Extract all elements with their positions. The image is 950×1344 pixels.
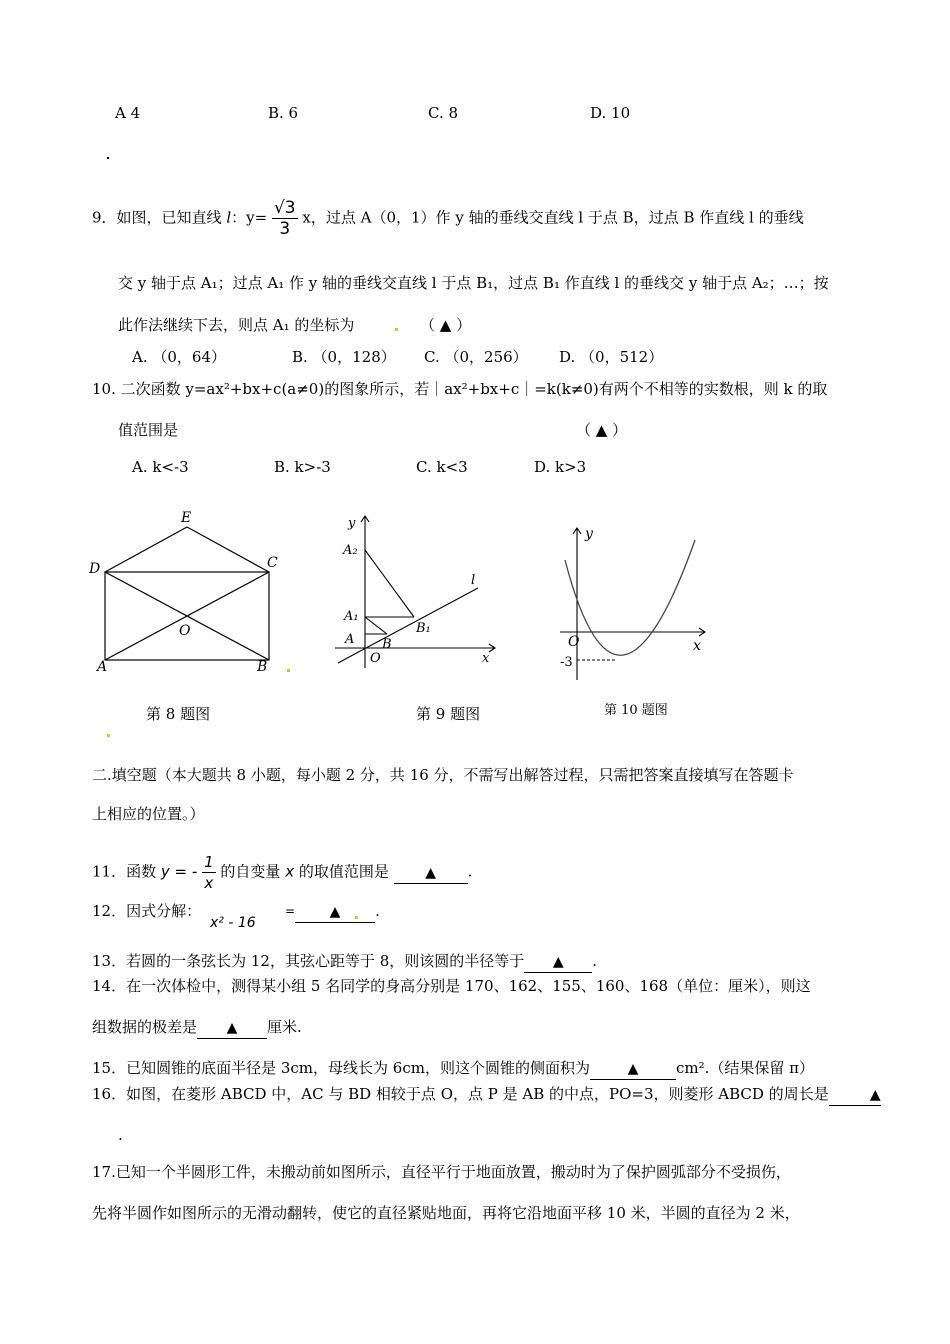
q9-choice-c: C. （0，256）	[424, 348, 528, 366]
q12-answer: = ▲ .	[285, 901, 380, 923]
q12-label: 12．因式分解：	[92, 902, 202, 920]
q10-line1: 10. 二次函数 y=ax²+bx+c(a≠0)的图象所示，若｜ax²+bx+c｜=k(k≠0)有两个不相等的实数根，则 k 的取	[92, 380, 828, 398]
fig8-label-b: B	[257, 659, 268, 675]
q9-choice-d: D. （0，512）	[559, 348, 664, 366]
fig10-label-o: O	[568, 634, 580, 650]
q16-line1: 16．如图，在菱形 ABCD 中，AC 与 BD 相较于点 O，点 P 是 AB 的中点，PO=3，则菱形 ABCD 的周长是 ▲	[92, 1084, 881, 1106]
q9-answer-paren: （ ▲ ）	[420, 316, 472, 334]
fig9-label-a: A	[345, 632, 355, 647]
fig8-label-a: A	[97, 659, 108, 675]
fig9-label-y: y	[348, 516, 356, 531]
q9-line1: 9．如图，已知直线 l：y= $\frac{√3}{3}$ x，过点 A（0，1）作 y 轴的垂线交直线 l 于点 B，过点 B 作直线 l 的垂线	[92, 198, 804, 239]
fig10-label-neg3: -3	[560, 655, 573, 670]
q8-choice-a: A 4	[115, 104, 141, 122]
figure-8	[85, 505, 285, 680]
fig9-label-l: l	[471, 573, 476, 588]
q8-choice-b: B. 6	[268, 104, 299, 122]
fig10-label-x: x	[693, 638, 701, 654]
q9-line2: 交 y 轴于点 A₁；过点 A₁ 作 y 轴的垂线交直线 l 于点 B₁，过点 B₁ 作直线 l 的垂线交 y 轴于点 A₂；…；按	[118, 274, 829, 292]
q14-line1: 14．在一次体检中，测得某小组 5 名同学的身高分别是 170、162、155、160、168（单位：厘米），则这	[92, 977, 811, 995]
fig9-label-x: x	[482, 651, 490, 666]
fig8-caption: 第 8 题图	[146, 705, 211, 723]
q8-choice-c: C. 8	[428, 104, 459, 122]
q8-choice-d: D. 10	[590, 104, 631, 122]
fig9-label-b1: B₁	[416, 621, 431, 636]
fig9-label-a2: A₂	[343, 543, 358, 558]
stray-dot	[107, 157, 109, 159]
q9-line3: 此作法继续下去，则点 A₁ 的坐标为	[118, 316, 355, 334]
q11: 11．函数 y = - $\frac{1}{x}$ 的自变量 x 的取值范围是 ▲ .	[92, 853, 473, 892]
fig9-label-o: O	[370, 651, 381, 666]
q10-line2: 值范围是	[118, 421, 179, 439]
q13: 13．若圆的一条弦长为 12，其弦心距等于 8，则该圆的半径等于 ▲ .	[92, 951, 597, 973]
fig10-label-y: y	[585, 526, 593, 542]
q10-choice-c: C. k<3	[416, 458, 468, 476]
section2-heading: 二.填空题（本大题共 8 小题，每小题 2 分，共 16 分，不需写出解答过程，只需把答案直接填写在答题卡	[92, 766, 794, 784]
figure-9	[330, 510, 500, 670]
q17-line1: 17.已知一个半圆形工件，未搬动前如图所示，直径平行于地面放置，搬动时为了保护圆弧部分不受损伤，	[92, 1163, 791, 1181]
fig9-caption: 第 9 题图	[416, 705, 481, 723]
fig10-caption: 第 10 题图	[604, 703, 668, 718]
q14-line2: 组数据的极差是 ▲ 厘米.	[92, 1017, 302, 1039]
section2-heading-cont: 上相应的位置。）	[92, 805, 205, 823]
q17-line2: 先将半圆作如图所示的无滑动翻转，使它的直径紧贴地面，再将它沿地面平移 10 米，半圆的直径为 2 米，	[92, 1204, 800, 1222]
figure-10	[555, 520, 715, 680]
q9-choice-b: B. （0，128）	[292, 348, 396, 366]
q10-choice-a: A. k<-3	[132, 458, 189, 476]
q10-choice-b: B. k>-3	[274, 458, 331, 476]
q16-end: .	[118, 1126, 123, 1144]
q15: 15．已知圆锥的底面半径是 3cm，母线长为 6cm，则这个圆锥的侧面积为 ▲ cm².（结果保留 π）	[92, 1058, 814, 1080]
fig9-label-a1: A₁	[344, 609, 359, 624]
fig8-label-d: D	[89, 561, 101, 577]
q10-answer-paren: （ ▲ ）	[576, 421, 628, 439]
q9-choice-a: A. （0，64）	[132, 348, 226, 366]
fig9-label-b: B	[382, 637, 392, 652]
q10-choice-d: D. k>3	[534, 458, 587, 476]
fig8-label-o: O	[179, 623, 191, 639]
fig8-label-c: C	[267, 555, 278, 571]
q12-expression: x² - 16	[210, 915, 256, 931]
fig8-label-e: E	[181, 510, 192, 526]
